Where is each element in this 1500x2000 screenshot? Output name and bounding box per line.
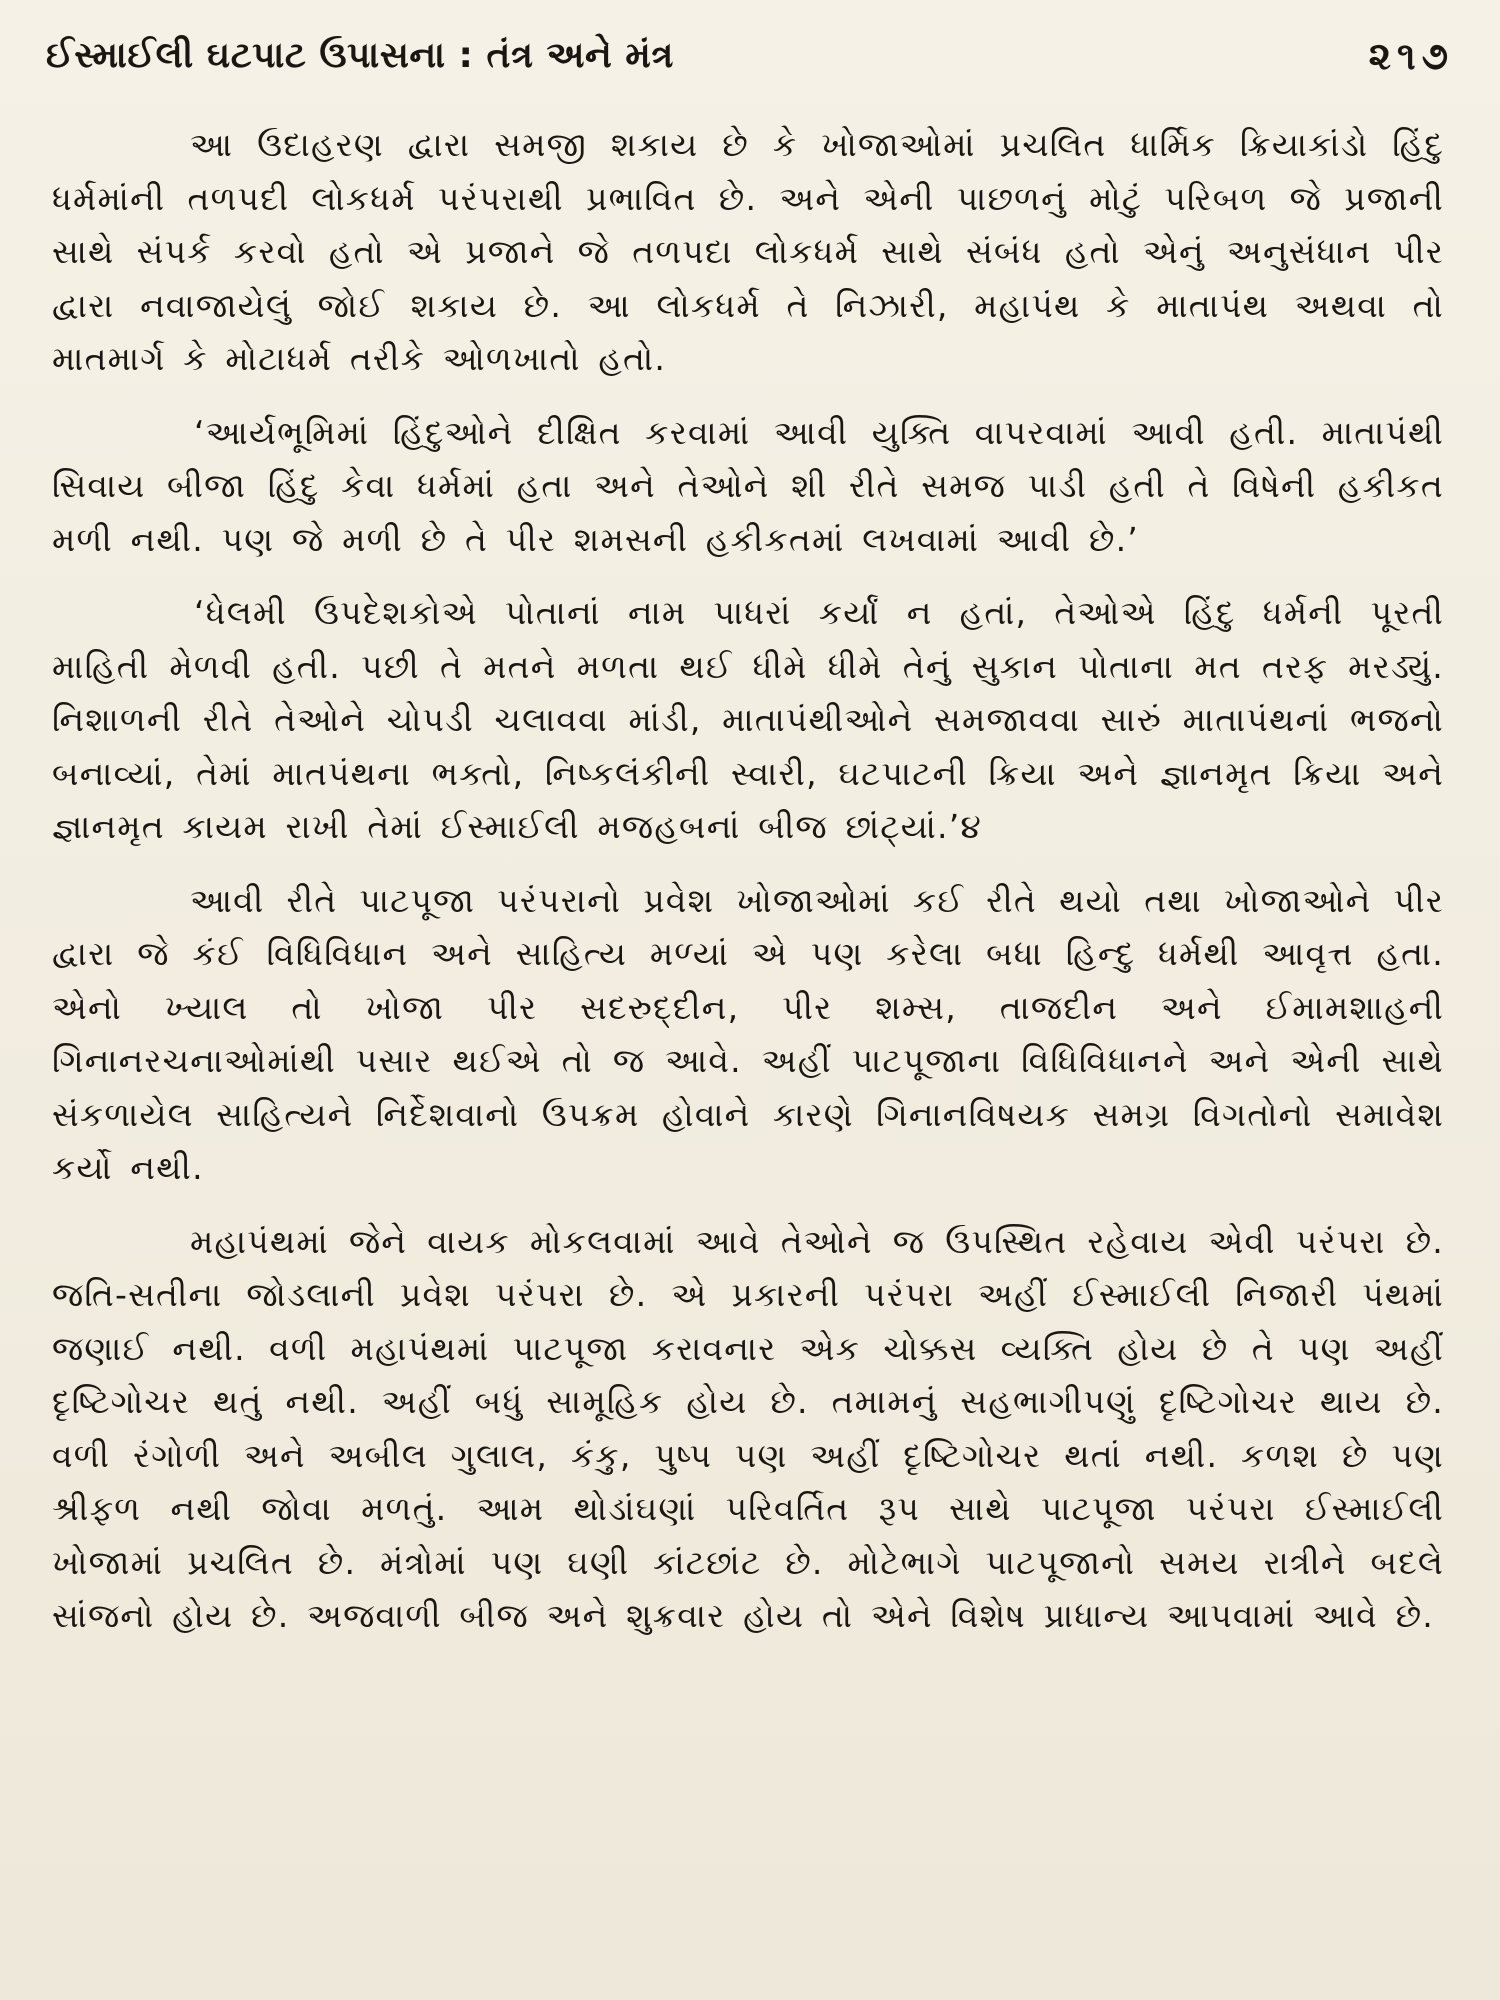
paragraph-2: આવી રીતે પાટપૂજા પરંપરાનો પ્રવેશ ખોજાઓમાં કઈ રીતે થયો તથા ખોજાઓને પીર દ્વારા જે કંઈ વિધિવિધાન અને સાહિત્ય મળ્યાં એ પણ કરેલા બધા હિન્દુ ધર્મથી આવૃત્ત હતા. એનો ખ્યાલ તો ખોજા પીર સદરુદ્દીન, પીર શમ્સ, તાજદીન અને ઈમામશાહની ગિનાનરચનાઓમાંથી પસાર થઈએ તો જ આવે. અહીં પાટપૂજાના વિધિવિધાનને અને એની સાથે સંકળાયેલ સાહિત્યને નિર્દેશવાનો ઉપક્રમ હોવાને કારણે ગિનાનવિષયક સમગ્ર વિગતોનો સમાવેશ કર્યો નથી. bbox=[52, 880, 1444, 1187]
quoted-paragraph-1: ‘આર્યભૂમિમાં હિંદુઓને દીક્ષિત કરવામાં આવી યુક્તિ વાપરવામાં આવી હતી. માતાપંથી સિવાય બીજા હિંદુ કેવા ધર્મમાં હતા અને તેઓને શી રીતે સમજ પાડી હતી તે વિષેની હકીકત મળી નથી. પણ જે મળી છે તે પીર શમસની હકીકતમાં લખવામાં આવી છે.’ bbox=[52, 412, 1444, 559]
chapter-title: ઈસ્માઈલી ઘટપાટ ઉપાસના : તંત્ર અને મંત્ર bbox=[46, 35, 674, 76]
page-number: ૨૧૭ bbox=[1368, 33, 1454, 78]
paragraph-1: આ ઉદાહરણ દ્વારા સમજી શકાય છે કે ખોજાઓમાં પ્રચલિત ધાર્મિક ક્રિયાકાંડો હિંદુ ધર્મમાંની તળપદી લોકધર્મ પરંપરાથી પ્રભાવિત છે. અને એની પાછળનું મોટું પરિબળ જે પ્રજાની સાથે સંપર્ક કરવો હતો એ પ્રજાને જે તળપદા લોકધર્મ સાથે સંબંધ હતો એનું અનુસંધાન પીર દ્વારા નવાજાયેલું જોઈ શકાય છે. આ લોકધર્મ તે નિઝારી, મહાપંથ કે માતાપંથ અથવા તો માતમાર્ગ કે મોટાધર્મ તરીકે ઓળખાતો હતો. bbox=[52, 125, 1444, 378]
quoted-paragraph-2: ‘ધેલમી ઉપદેશકોએ પોતાનાં નામ પાધરાં કર્યાં ન હતાં, તેઓએ હિંદુ ધર્મની પૂરતી માહિતી મેળવી હતી. પછી તે મતને મળતા થઈ ધીમે ધીમે તેનું સુકાન પોતાના મત તરફ મરડ્યું. નિશાળની રીતે તેઓને ચોપડી ચલાવવા માંડી, માતાપંથીઓને સમજાવવા સારું માતાપંથનાં ભજનો બનાવ્યાં, તેમાં માતપંથના ભક્તો, નિષ્કલંકીની સ્વારી, ઘટપાટની ક્રિયા અને જ્ઞાનમૃત ક્રિયા અને જ્ઞાનમૃત કાયમ રાખી તેમાં ઈસ્માઈલી મજહબનાં બીજ છાંટ્યાં.’૪ bbox=[52, 593, 1444, 846]
running-head bbox=[46, 26, 1454, 86]
paragraph-3: મહાપંથમાં જેને વાયક મોકલવામાં આવે તેઓને જ ઉપસ્થિત રહેવાય એવી પરંપરા છે. જતિ-સતીના જોડલાની પ્રવેશ પરંપરા છે. એ પ્રકારની પરંપરા અહીં ઈસ્માઈલી નિજારી પંથમાં જણાઈ નથી. વળી મહાપંથમાં પાટપૂજા કરાવનાર એક ચોક્કસ વ્યક્તિ હોય છે તે પણ અહીં દૃષ્ટિગોચર થતું નથી. અહીં બધું સામૂહિક હોય છે. તમામનું સહભાગીપણું દૃષ્ટિગોચર થાય છે. વળી રંગોળી અને અબીલ ગુલાલ, કંકુ, પુષ્પ પણ અહીં દૃષ્ટિગોચર થતાં નથી. કળશ છે પણ શ્રીફળ નથી જોવા મળતું. આમ થોડાંઘણાં પરિવર્તિત રૂપ સાથે પાટપૂજા પરંપરા ઈસ્માઈલી ખોજામાં પ્રચલિત છે. મંત્રોમાં પણ ઘણી કાંટછાંટ છે. મોટેભાગે પાટપૂજાનો સમય રાત્રીને બદલે સાંજનો હોય છે. અજવાળી બીજ અને શુક્રવાર હોય તો એને વિશેષ પ્રાધાન્ય આપવામાં આવે છે. bbox=[52, 1221, 1444, 1635]
body-text bbox=[52, 118, 1444, 1968]
